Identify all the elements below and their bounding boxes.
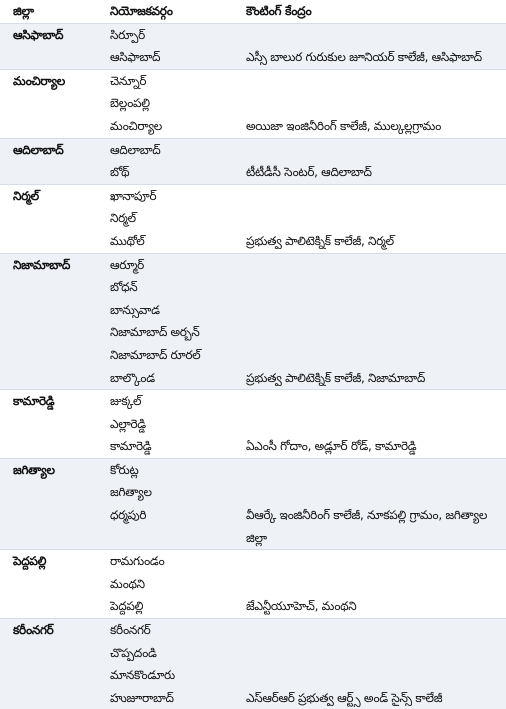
district-group [0,618,506,709]
district-cell [0,46,110,69]
constituency-cell: కామారెడ్డి [110,439,152,454]
constituency-cell: బెల్లంపల్లి [110,96,150,111]
district-cell [0,299,110,322]
district-cell [0,687,110,709]
district-cell [0,481,110,504]
constituency-cell: ధర్మపురి [110,508,147,523]
counting-center-cell [246,642,506,665]
constituency-cell: పెద్దపల్లి [110,599,144,614]
constituency-cell: జుక్కల్ [110,394,142,409]
district-cell: మంచిర్యాల [13,73,66,88]
counting-center-cell: ఏఎంసీ గోదాం, అడ్లూర్ రోడ్, కామారెడ్డి [246,439,417,454]
table-row [0,550,506,573]
constituency-cell: ఖానాపూర్ [110,188,157,203]
constituency-cell: మానకొండూరు [110,668,175,683]
constituency-cell: ఆదిలాబాద్ [110,142,161,157]
counting-center-cell [246,413,506,436]
table-row [0,321,506,344]
constituency-cell: కోరుట్ల [110,462,139,477]
counting-center-cell [246,139,506,162]
district-cell: ఆదిలాబాద్ [13,142,64,157]
table-row [0,664,506,687]
district-cell: జగిత్యాల [13,462,55,477]
district-cell [0,573,110,596]
district-cell [0,321,110,344]
district-cell: ఆసిఫాబాద్ [13,27,64,42]
table-row [0,92,506,115]
table-row [0,367,506,390]
constituency-cell: బోథ్ [110,165,130,180]
counting-center-cell [246,573,506,596]
district-cell: పెద్దపల్లి [13,554,47,569]
table-row [0,595,506,618]
counting-center-cell [246,185,506,208]
district-group [0,549,506,618]
district-cell: నిర్మల్ [13,188,39,203]
constituency-cell: బాల్కొండ [110,370,155,385]
header-district: జిల్లా [13,4,34,18]
table-row [0,390,506,413]
district-group [0,184,506,253]
table-row [0,459,506,482]
district-cell [0,435,110,458]
district-cell [0,504,110,549]
table-row [0,504,506,549]
table-row [0,642,506,665]
district-cell: నిజామాబాద్ [13,257,70,272]
counting-center-cell [246,619,506,642]
table-row [0,24,506,47]
constituency-cell: నిర్మల్ [110,211,136,226]
constituency-cell: బోధన్ [110,280,138,295]
constituency-cell: మంచిర్యాల [110,118,163,133]
district-cell [0,664,110,687]
table-row [0,70,506,93]
constituency-cell: కరీంనగర్ [110,623,151,638]
table-row [0,344,506,367]
table-row [0,435,506,458]
counting-center-cell [246,344,506,367]
counting-center-cell [246,70,506,93]
table-row [0,481,506,504]
table-row [0,299,506,322]
district-cell [0,207,110,230]
constituency-cell: సిర్పూర్ [110,27,145,42]
constituency-cell: జగిత్యాల [110,485,152,500]
district-group [0,253,506,390]
table-body [0,23,506,709]
district-cell [0,413,110,436]
district-cell: కామారెడ్డి [13,394,55,409]
counting-center-cell: జేఎన్టీయూహెచ్, మంథని [246,599,357,614]
district-cell: కరీంనగర్ [13,623,54,638]
counting-center-cell: టీటీడీసీ సెంటర్, ఆదిలాబాద్ [246,165,372,180]
district-cell [0,161,110,184]
constituency-cell: ఎల్లారెడ్డి [110,416,146,431]
table-row [0,185,506,208]
counting-center-cell [246,299,506,322]
constituency-cell: ఆసిఫాబాద్ [110,50,161,65]
constituency-cell: రామగుండం [110,554,165,569]
constituency-cell: నిజామాబాద్ అర్బన్ [110,325,200,340]
counting-center-cell [246,390,506,413]
counting-center-cell [246,481,506,504]
counting-center-cell [246,254,506,277]
table-row [0,207,506,230]
constituency-cell: నిజామాబాద్ రూరల్ [110,347,201,362]
counting-center-cell: ఎస్ఆర్ఆర్ ప్రభుత్వ ఆర్ట్స్ అండ్ సైన్స్ కాలేజీ [246,690,443,705]
constituency-cell: హుజూరాబాద్ [110,690,174,705]
counting-center-cell [246,550,506,573]
constituency-cell: ముథోల్ [110,233,145,248]
district-cell [0,642,110,665]
counting-center-cell [246,207,506,230]
district-cell [0,92,110,115]
district-group [0,138,506,184]
table-row [0,139,506,162]
table-row [0,46,506,69]
district-group [0,389,506,458]
constituency-cell: బాన్సువాడ [110,302,160,317]
constituency-cell: ఆర్మూర్ [110,257,144,272]
counting-center-cell: ఎస్సీ బాలుర గురుకుల జూనియర్ కాలేజీ, ఆసిఫాబాద్ [246,50,482,65]
counting-center-cell [246,321,506,344]
table-row [0,254,506,277]
counting-center-cell: ప్రభుత్వ పాలిటెక్నిక్ కాలేజీ, నిజామాబాద్ [246,370,425,385]
constituency-cell: మంథని [110,576,145,591]
counting-center-cell [246,664,506,687]
table-row [0,276,506,299]
header-constituency: నియోజకవర్గం [110,4,173,18]
district-group [0,69,506,138]
counting-center-cell [246,24,506,47]
district-cell [0,344,110,367]
district-group [0,458,506,549]
table-row [0,573,506,596]
district-group [0,23,506,69]
district-cell [0,367,110,390]
counting-center-cell: ప్రభుత్వ పాలిటెక్నిక్ కాలేజీ, నిర్మల్ [246,233,394,248]
counting-center-cell: వీఆర్కే ఇంజినీరింగ్ కాలేజీ, నూకపల్లి గ్రామం, జగిత్యాల జిల్లా [246,508,488,545]
table-row [0,619,506,642]
district-cell [0,115,110,138]
constituency-cell: చెన్నూర్ [110,73,147,88]
header-counting-center: కౌంటింగ్ కేంద్రం [246,4,312,18]
district-cell [0,276,110,299]
counting-center-cell [246,459,506,482]
counting-center-cell [246,92,506,115]
counting-center-cell [246,276,506,299]
constituency-cell: చొప్పదండి [110,645,157,660]
district-cell [0,230,110,253]
table-header [0,0,506,23]
table-row [0,230,506,253]
table-row [0,413,506,436]
counting-center-cell: అయిజా ఇంజినీరింగ్ కాలేజీ, ముల్కల్లగ్రామం [246,118,442,133]
district-cell [0,595,110,618]
table-row [0,687,506,709]
table-row [0,115,506,138]
table-row [0,161,506,184]
